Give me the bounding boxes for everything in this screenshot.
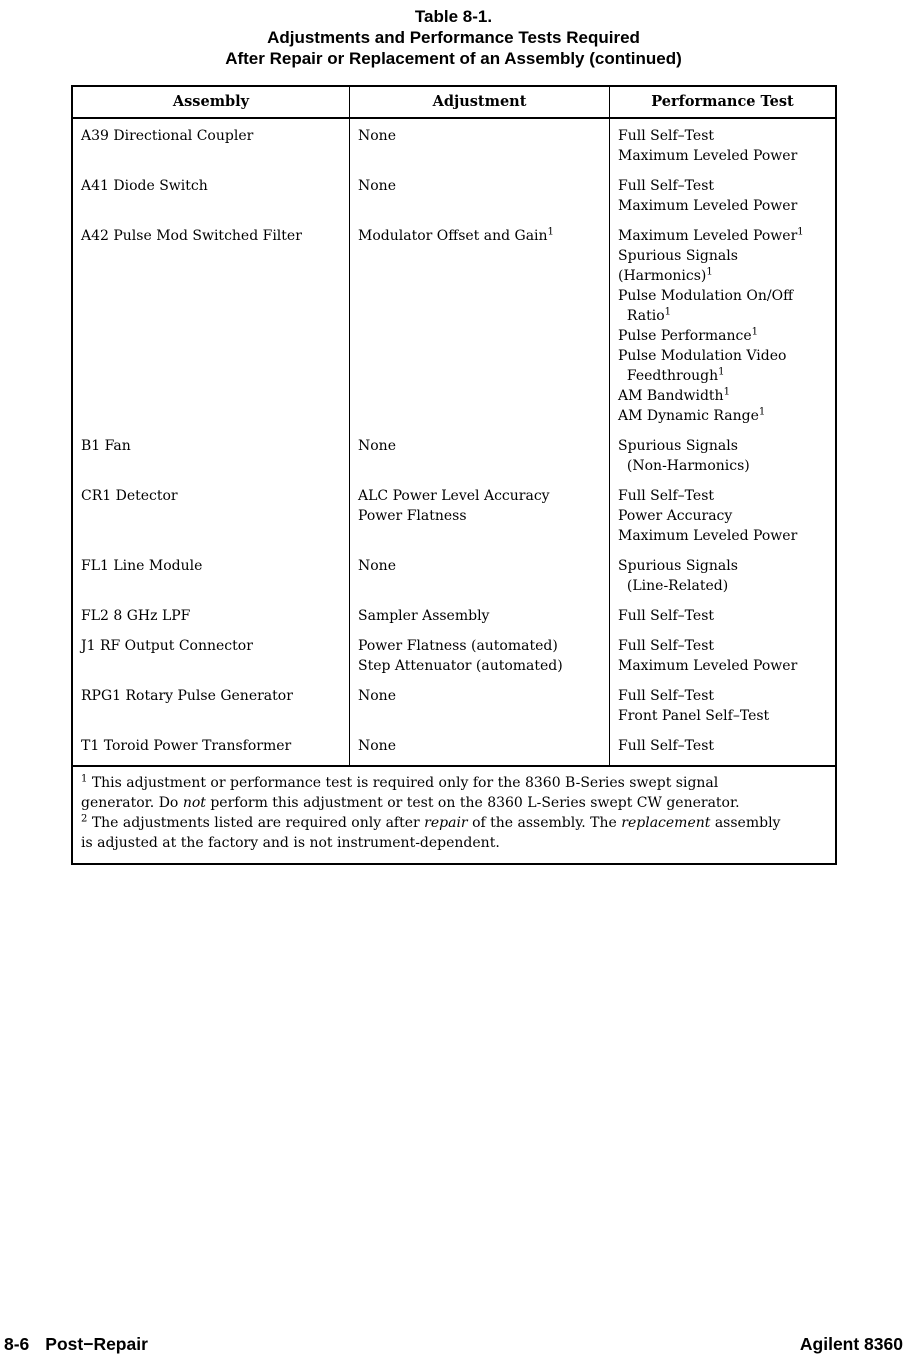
cell-adjustment xyxy=(349,166,609,216)
cell-line: Power Accuracy xyxy=(618,508,733,524)
cell-line: Full Self–Test xyxy=(618,488,715,504)
cell-line: (Line-Related) xyxy=(618,578,729,594)
table-row xyxy=(73,676,835,726)
footnote xyxy=(81,813,827,853)
page-number: 8-6 xyxy=(4,1334,30,1354)
cell-adjustment xyxy=(349,626,609,676)
cell-line: None xyxy=(358,738,396,754)
table-title-line1: Table 8-1. xyxy=(414,7,493,26)
column-header-assembly: Assembly xyxy=(172,93,250,110)
cell-line: None xyxy=(358,438,396,454)
cell-line: ALC Power Level Accuracy xyxy=(358,488,550,504)
cell-adjustment xyxy=(349,426,609,476)
table-title xyxy=(0,6,907,69)
cell-line: Maximum Leveled Power xyxy=(618,528,798,544)
table-header-row xyxy=(73,87,835,119)
cell-line: Full Self–Test xyxy=(618,178,715,194)
table-row xyxy=(73,476,835,546)
cell-line: Pulse Modulation On/Off xyxy=(618,288,794,304)
cell-line: Maximum Leveled Power xyxy=(618,148,798,164)
cell-assembly xyxy=(73,726,349,765)
cell-line: FL1 Line Module xyxy=(81,558,203,574)
table-body xyxy=(73,119,835,765)
cell-line: Ratio$^1$ xyxy=(618,306,672,324)
cell-line: FL2 8 GHz LPF xyxy=(81,608,191,624)
cell-line: A41 Diode Switch xyxy=(81,178,208,194)
cell-line: (Non-Harmonics) xyxy=(618,458,750,474)
cell-line: Step Attenuator (automated) xyxy=(358,658,563,674)
cell-line: Maximum Leveled Power xyxy=(618,198,798,214)
table-row xyxy=(73,596,835,626)
cell-line: T1 Toroid Power Transformer xyxy=(81,738,292,754)
cell-line: Pulse Performance$^1$ xyxy=(618,326,759,344)
cell-line: Full Self–Test xyxy=(618,128,715,144)
page-footer xyxy=(4,1334,903,1355)
footer-left xyxy=(4,1334,148,1355)
table-row xyxy=(73,726,835,765)
cell-line: Full Self–Test xyxy=(618,608,715,624)
cell-performance xyxy=(609,166,835,216)
cell-line: None xyxy=(358,558,396,574)
table-row xyxy=(73,626,835,676)
cell-line: Full Self–Test xyxy=(618,638,715,654)
cell-line: Maximum Leveled Power xyxy=(618,658,798,674)
cell-performance xyxy=(609,726,835,765)
cell-line: Power Flatness (automated) xyxy=(358,638,558,654)
footer-right: Agilent 8360 xyxy=(799,1334,903,1354)
cell-assembly xyxy=(73,676,349,726)
cell-line: A39 Directional Coupler xyxy=(81,128,254,144)
column-header-performance-test: Performance Test xyxy=(609,87,835,117)
cell-line: Spurious Signals xyxy=(618,558,738,574)
footnote-line: generator. Do not perform this adjustment or test on the 8360 L-Series swept CW generator. xyxy=(81,795,740,811)
table-row xyxy=(73,216,835,426)
cell-performance xyxy=(609,119,835,166)
footnote-line: $^2$ The adjustments listed are required only after repair of the assembly. The replacement assembly xyxy=(81,813,781,831)
cell-line: None xyxy=(358,128,396,144)
cell-line: Power Flatness xyxy=(358,508,467,524)
cell-adjustment xyxy=(349,596,609,626)
footnote xyxy=(81,773,827,813)
cell-assembly xyxy=(73,216,349,426)
cell-line: None xyxy=(358,178,396,194)
cell-line: Full Self–Test xyxy=(618,688,715,704)
adjustments-table xyxy=(71,85,837,865)
column-header-adjustment: Adjustment xyxy=(349,87,609,117)
cell-performance xyxy=(609,546,835,596)
cell-line: AM Bandwidth$^1$ xyxy=(618,386,730,404)
table-row xyxy=(73,426,835,476)
cell-assembly xyxy=(73,426,349,476)
cell-line: Sampler Assembly xyxy=(358,608,490,624)
cell-assembly xyxy=(73,476,349,546)
cell-line: Spurious Signals (Harmonics)$^1$ xyxy=(618,248,743,284)
cell-line: Modulator Offset and Gain$^1$ xyxy=(358,226,554,244)
cell-adjustment xyxy=(349,726,609,765)
cell-performance xyxy=(609,596,835,626)
cell-line: Feedthrough$^1$ xyxy=(618,366,725,384)
cell-adjustment xyxy=(349,676,609,726)
cell-adjustment xyxy=(349,476,609,546)
cell-line: A42 Pulse Mod Switched Filter xyxy=(81,228,302,244)
footnote-line: is adjusted at the factory and is not instrument-dependent. xyxy=(81,835,500,851)
cell-adjustment xyxy=(349,216,609,426)
cell-assembly xyxy=(73,626,349,676)
cell-assembly xyxy=(73,166,349,216)
cell-adjustment xyxy=(349,119,609,166)
cell-assembly xyxy=(73,596,349,626)
table-title-line3: After Repair or Replacement of an Assembly (continued) xyxy=(225,49,682,68)
table-row xyxy=(73,166,835,216)
cell-line: AM Dynamic Range$^1$ xyxy=(618,406,766,424)
cell-line: None xyxy=(358,688,396,704)
footnote-line: $^1$ This adjustment or performance test is required only for the 8360 B-Series swept signal xyxy=(81,773,719,791)
cell-performance xyxy=(609,426,835,476)
cell-adjustment xyxy=(349,546,609,596)
cell-line: B1 Fan xyxy=(81,438,131,454)
cell-line: J1 RF Output Connector xyxy=(81,638,253,654)
cell-line: Maximum Leveled Power$^1$ xyxy=(618,226,804,244)
table-footnotes xyxy=(73,765,835,863)
table-title-line2: Adjustments and Performance Tests Required xyxy=(267,28,640,47)
cell-performance xyxy=(609,626,835,676)
chapter-name: Post−Repair xyxy=(45,1334,148,1354)
table-row xyxy=(73,119,835,166)
cell-line: Spurious Signals xyxy=(618,438,738,454)
cell-line: RPG1 Rotary Pulse Generator xyxy=(81,688,293,704)
cell-line: Pulse Modulation Video xyxy=(618,348,787,364)
cell-line: CR1 Detector xyxy=(81,488,178,504)
cell-line: Front Panel Self–Test xyxy=(618,708,770,724)
cell-performance xyxy=(609,216,835,426)
cell-assembly xyxy=(73,119,349,166)
cell-line: Full Self–Test xyxy=(618,738,715,754)
cell-assembly xyxy=(73,546,349,596)
cell-performance xyxy=(609,476,835,546)
cell-performance xyxy=(609,676,835,726)
table-row xyxy=(73,546,835,596)
